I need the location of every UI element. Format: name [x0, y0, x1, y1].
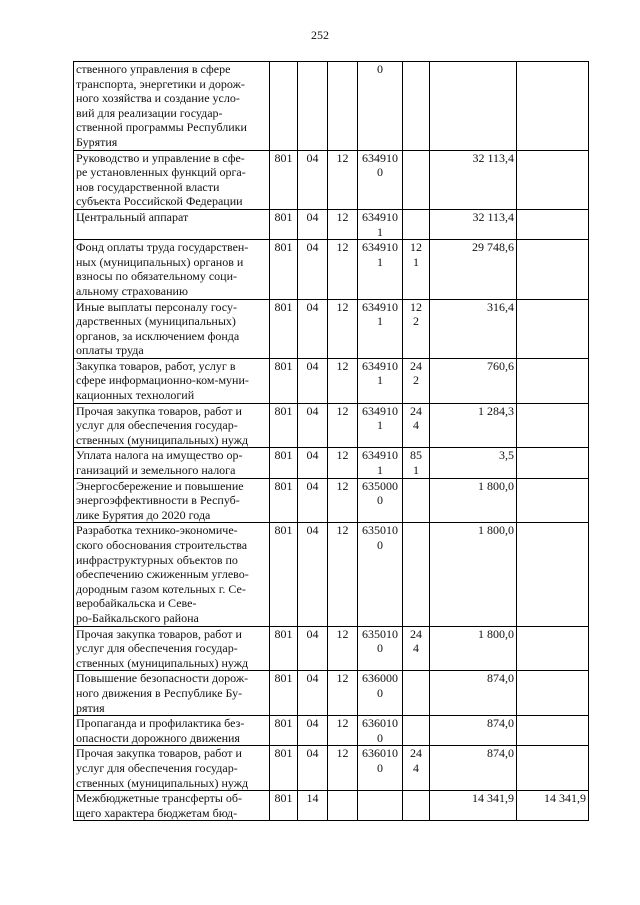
- table-row: [74, 403, 589, 448]
- row-pr-cell: 12: [328, 478, 358, 523]
- row-sum-cell: 316,4: [430, 299, 517, 358]
- row-pr-cell: 12: [328, 403, 358, 448]
- row-csr-cell: 634910 1: [358, 358, 403, 403]
- row-pr-cell: 12: [328, 626, 358, 671]
- table-row: [74, 626, 589, 671]
- row-vr-cell: [403, 150, 430, 209]
- row-name-cell: Прочая закупка товаров, работ и услуг для обеспечения государ- ственных (муниципальных) нужд: [74, 746, 270, 791]
- row-pr-cell: 12: [328, 358, 358, 403]
- row-name-cell: Пропаганда и профилактика без- опасности дорожного движения: [74, 716, 270, 746]
- row-ved-cell: 801: [270, 671, 298, 716]
- row-sum2-cell: [517, 478, 589, 523]
- row-ved-cell: 801: [270, 209, 298, 239]
- row-rz-cell: 04: [298, 716, 328, 746]
- budget-table-body: [74, 62, 589, 821]
- row-name-cell: Фонд оплаты труда государствен- ных (муниципальных) органов и взносы по обязательному соци- альному страхованию: [74, 240, 270, 299]
- row-sum-cell: 760,6: [430, 358, 517, 403]
- row-sum-cell: 874,0: [430, 671, 517, 716]
- row-pr-cell: [328, 791, 358, 821]
- row-vr-cell: [403, 62, 430, 151]
- row-pr-cell: 12: [328, 150, 358, 209]
- row-pr-cell: 12: [328, 671, 358, 716]
- table-row: [74, 478, 589, 523]
- row-vr-cell: [403, 209, 430, 239]
- row-csr-cell: 634910 1: [358, 240, 403, 299]
- row-ved-cell: 801: [270, 299, 298, 358]
- row-sum2-cell: 14 341,9: [517, 791, 589, 821]
- row-ved-cell: 801: [270, 626, 298, 671]
- row-sum-cell: 874,0: [430, 716, 517, 746]
- row-pr-cell: 12: [328, 240, 358, 299]
- row-rz-cell: 04: [298, 746, 328, 791]
- row-csr-cell: 635000 0: [358, 478, 403, 523]
- row-vr-cell: [403, 523, 430, 626]
- row-vr-cell: [403, 671, 430, 716]
- row-rz-cell: 04: [298, 626, 328, 671]
- row-pr-cell: 12: [328, 716, 358, 746]
- row-sum2-cell: [517, 240, 589, 299]
- table-row: [74, 791, 589, 821]
- row-vr-cell: 24 4: [403, 403, 430, 448]
- row-ved-cell: 801: [270, 358, 298, 403]
- row-ved-cell: 801: [270, 716, 298, 746]
- table-row: [74, 358, 589, 403]
- row-rz-cell: 04: [298, 240, 328, 299]
- row-vr-cell: 12 2: [403, 299, 430, 358]
- row-sum2-cell: [517, 62, 589, 151]
- row-vr-cell: 12 1: [403, 240, 430, 299]
- row-csr-cell: 634910 0: [358, 150, 403, 209]
- row-ved-cell: 801: [270, 448, 298, 478]
- row-rz-cell: 04: [298, 448, 328, 478]
- row-sum-cell: 32 113,4: [430, 209, 517, 239]
- row-rz-cell: 04: [298, 299, 328, 358]
- table-row: [74, 240, 589, 299]
- table-row: [74, 150, 589, 209]
- row-rz-cell: 04: [298, 523, 328, 626]
- row-rz-cell: 14: [298, 791, 328, 821]
- row-name-cell: Межбюджетные трансферты об- щего характера бюджетам бюд-: [74, 791, 270, 821]
- row-ved-cell: 801: [270, 523, 298, 626]
- row-ved-cell: 801: [270, 403, 298, 448]
- row-name-cell: Руководство и управление в сфе- ре установленных функций орга- нов государственной власти субъекта Российской Федерации: [74, 150, 270, 209]
- table-row: [74, 523, 589, 626]
- row-rz-cell: [298, 62, 328, 151]
- row-vr-cell: [403, 716, 430, 746]
- row-csr-cell: 634910 1: [358, 403, 403, 448]
- row-sum-cell: 874,0: [430, 746, 517, 791]
- row-sum-cell: 1 800,0: [430, 626, 517, 671]
- row-sum-cell: 32 113,4: [430, 150, 517, 209]
- row-vr-cell: 24 4: [403, 746, 430, 791]
- row-sum2-cell: [517, 626, 589, 671]
- row-csr-cell: 635010 0: [358, 523, 403, 626]
- row-sum-cell: 29 748,6: [430, 240, 517, 299]
- row-vr-cell: 85 1: [403, 448, 430, 478]
- budget-table: [73, 61, 589, 821]
- row-vr-cell: [403, 791, 430, 821]
- row-name-cell: Центральный аппарат: [74, 209, 270, 239]
- row-pr-cell: 12: [328, 299, 358, 358]
- row-csr-cell: 635010 0: [358, 626, 403, 671]
- table-row: [74, 716, 589, 746]
- row-name-cell: Прочая закупка товаров, работ и услуг для обеспечения государ- ственных (муниципальных) нужд: [74, 403, 270, 448]
- row-ved-cell: [270, 62, 298, 151]
- row-ved-cell: 801: [270, 746, 298, 791]
- table-row: [74, 209, 589, 239]
- table-row: [74, 671, 589, 716]
- row-csr-cell: 634910 1: [358, 448, 403, 478]
- row-pr-cell: 12: [328, 448, 358, 478]
- row-vr-cell: 24 2: [403, 358, 430, 403]
- row-rz-cell: 04: [298, 150, 328, 209]
- row-vr-cell: [403, 478, 430, 523]
- table-row: [74, 448, 589, 478]
- row-name-cell: Прочая закупка товаров, работ и услуг для обеспечения государ- ственных (муниципальных) нужд: [74, 626, 270, 671]
- row-sum2-cell: [517, 209, 589, 239]
- row-sum-cell: 1 800,0: [430, 523, 517, 626]
- row-sum2-cell: [517, 358, 589, 403]
- row-name-cell: Энергосбережение и повышение энергоэффективности в Респуб- лике Бурятия до 2020 года: [74, 478, 270, 523]
- row-sum2-cell: [517, 299, 589, 358]
- page-number: 252: [311, 28, 329, 42]
- table-row: [74, 299, 589, 358]
- row-sum-cell: 3,5: [430, 448, 517, 478]
- row-rz-cell: 04: [298, 209, 328, 239]
- row-pr-cell: 12: [328, 523, 358, 626]
- row-sum2-cell: [517, 150, 589, 209]
- row-csr-cell: 634910 1: [358, 299, 403, 358]
- row-name-cell: Повышение безопасности дорож- ного движения в Республике Бу- рятия: [74, 671, 270, 716]
- row-pr-cell: [328, 62, 358, 151]
- row-rz-cell: 04: [298, 403, 328, 448]
- row-name-cell: Иные выплаты персоналу госу- дарственных (муниципальных) органов, за исключением фонда оплаты труда: [74, 299, 270, 358]
- table-row: [74, 746, 589, 791]
- row-sum2-cell: [517, 448, 589, 478]
- row-vr-cell: 24 4: [403, 626, 430, 671]
- row-sum2-cell: [517, 403, 589, 448]
- row-name-cell: ственного управления в сфере транспорта, энергетики и дорож- ного хозяйства и создание усло- вий для реализации государ- ственной программы Республики Бурятия: [74, 62, 270, 151]
- row-pr-cell: 12: [328, 209, 358, 239]
- row-rz-cell: 04: [298, 478, 328, 523]
- row-name-cell: Уплата налога на имущество ор- ганизаций и земельного налога: [74, 448, 270, 478]
- table-row: [74, 62, 589, 151]
- row-sum2-cell: [517, 671, 589, 716]
- row-csr-cell: 636000 0: [358, 671, 403, 716]
- row-csr-cell: [358, 791, 403, 821]
- row-csr-cell: 636010 0: [358, 716, 403, 746]
- row-csr-cell: 634910 1: [358, 209, 403, 239]
- row-sum2-cell: [517, 716, 589, 746]
- row-pr-cell: 12: [328, 746, 358, 791]
- row-ved-cell: 801: [270, 240, 298, 299]
- row-ved-cell: 801: [270, 791, 298, 821]
- row-sum-cell: 14 341,9: [430, 791, 517, 821]
- row-csr-cell: 636010 0: [358, 746, 403, 791]
- row-name-cell: Разработка технико-экономиче- ского обоснования строительства инфраструктурных объектов по обеспечению сжиженным углево- дородным газом котельных г. Се- веробайкальска и Севе- ро-Байкальского района: [74, 523, 270, 626]
- row-rz-cell: 04: [298, 671, 328, 716]
- row-sum2-cell: [517, 746, 589, 791]
- row-rz-cell: 04: [298, 358, 328, 403]
- row-name-cell: Закупка товаров, работ, услуг в сфере информационно-ком-муни- кационных технологий: [74, 358, 270, 403]
- row-csr-cell: 0: [358, 62, 403, 151]
- row-sum-cell: 1 284,3: [430, 403, 517, 448]
- row-sum2-cell: [517, 523, 589, 626]
- row-sum-cell: 1 800,0: [430, 478, 517, 523]
- row-ved-cell: 801: [270, 150, 298, 209]
- row-sum-cell: [430, 62, 517, 151]
- row-ved-cell: 801: [270, 478, 298, 523]
